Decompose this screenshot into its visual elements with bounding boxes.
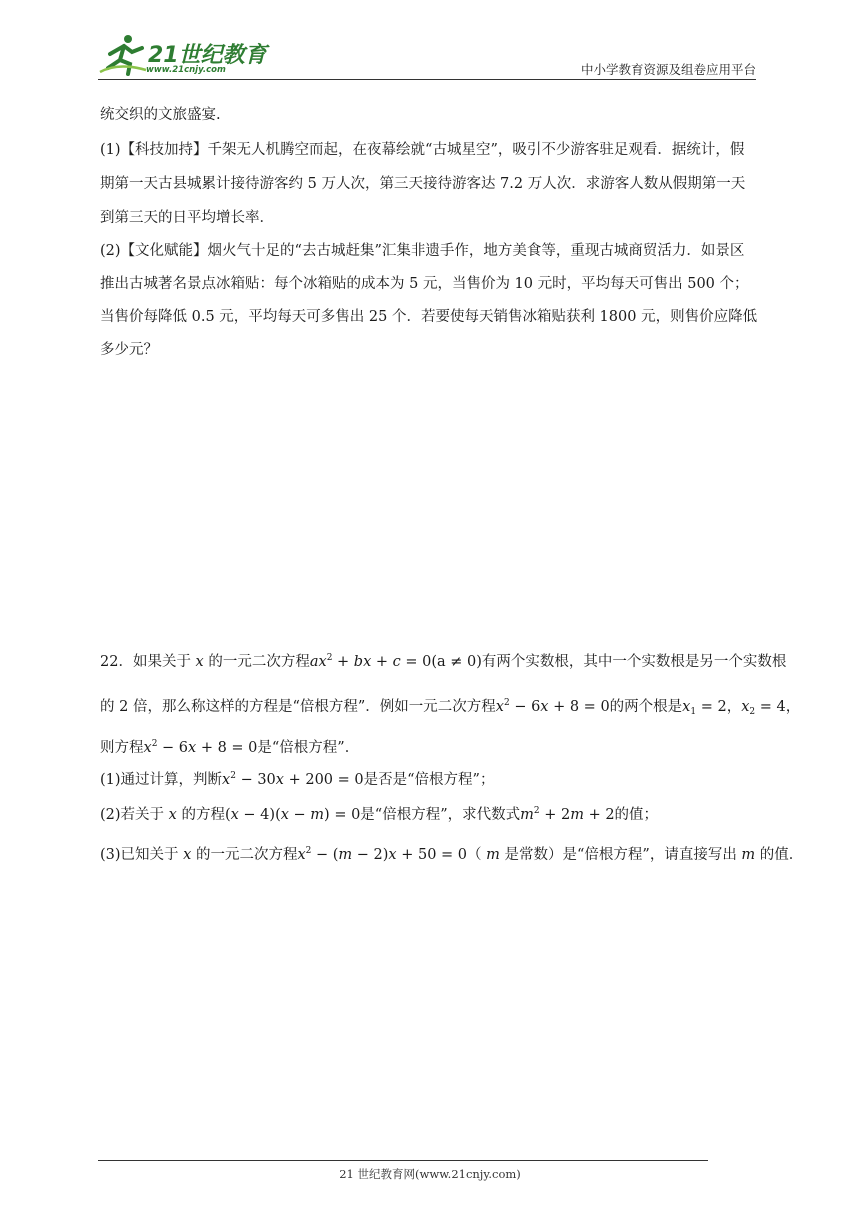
q21-part1-line2: 期第一天古县城累计接待游客约 5 万人次，第三天接待游客达 7.2 万人次．求游客人数从假期第一天 [100, 176, 746, 192]
footer-divider [98, 1160, 708, 1161]
q22-line2: 的 2 倍，那么称这样的方程是“倍根方程”．例如一元二次方程$x^2 - 6x + 8 = 0$的两个根是$x_1 = 2$，$x_2 = 4$， [100, 698, 801, 717]
q22-sub1: (1)通过计算，判断$x^2 - 30x + 200 = 0$是否是“倍根方程”； [100, 771, 495, 788]
general-quadratic-equation: $ax^2$ + bx + c = 0(a ≠ 0) [309, 653, 482, 670]
runner-logo-icon [98, 32, 148, 78]
q22-line3: 则方程$x^2 - 6x + 8 = 0$是“倍根方程”． [100, 739, 360, 756]
q21-part2-line1: (2)【文化赋能】烟火气十足的“去古城赶集”汇集非遗手作，地方美食等，重现古城商贸活力．如景区 [100, 243, 745, 259]
site-logo [98, 32, 268, 78]
q22-line1: 22．如果关于 x 的一元二次方程$ax^2$ + bx + c = 0(a ≠ 0)有两个实数根，其中一个实数根是另一个实数根 [100, 653, 787, 670]
q21-part2-line4: 多少元？ [100, 342, 158, 358]
q21-intro-tail: 统交织的文旅盛宴. [100, 107, 221, 123]
header-platform-text: 中小学教育资源及组卷应用平台 [580, 62, 756, 77]
header-divider [98, 79, 756, 80]
page-footer: 21 世纪教育网(www.21cnjy.com) [339, 1167, 521, 1181]
q21-part1-line1: (1)【科技加持】千架无人机腾空而起，在夜幕绘就“古城星空”，吸引不少游客驻足观看．据统计，假 [100, 142, 745, 158]
q21-part2-line3: 当售价每降低 0.5 元，平均每天可多售出 25 个．若要使每天销售冰箱贴获利 1800 元，则售价应降低 [100, 309, 758, 325]
q22-sub2: (2)若关于 x 的方程(x − 4)(x − m) = 0是“倍根方程”，求代数式$m^2 + 2m + 2$的值； [100, 806, 659, 823]
page-header [98, 30, 756, 80]
q22-sub3: (3)已知关于 x 的一元二次方程$x^2 - (m - 2)x + 50 = 0$（ m 是常数）是“倍根方程”，请直接写出 m 的值． [100, 846, 804, 863]
q21-part2-line2: 推出古城著名景点冰箱贴：每个冰箱贴的成本为 5 元，当售价为 10 元时，平均每天可售出 500 个； [100, 276, 749, 292]
root-x2: $x_2 = 4$ [741, 699, 786, 717]
q21-part1-line3: 到第三天的日平均增长率． [100, 210, 274, 226]
logo-url: www.21cnjy.com [146, 65, 226, 75]
logo-text: 21世纪教育 [148, 43, 267, 68]
root-x1: $x_1 = 2$ [682, 699, 727, 717]
example-equation: $x^2 - 6x + 8 = 0$ [495, 698, 610, 715]
